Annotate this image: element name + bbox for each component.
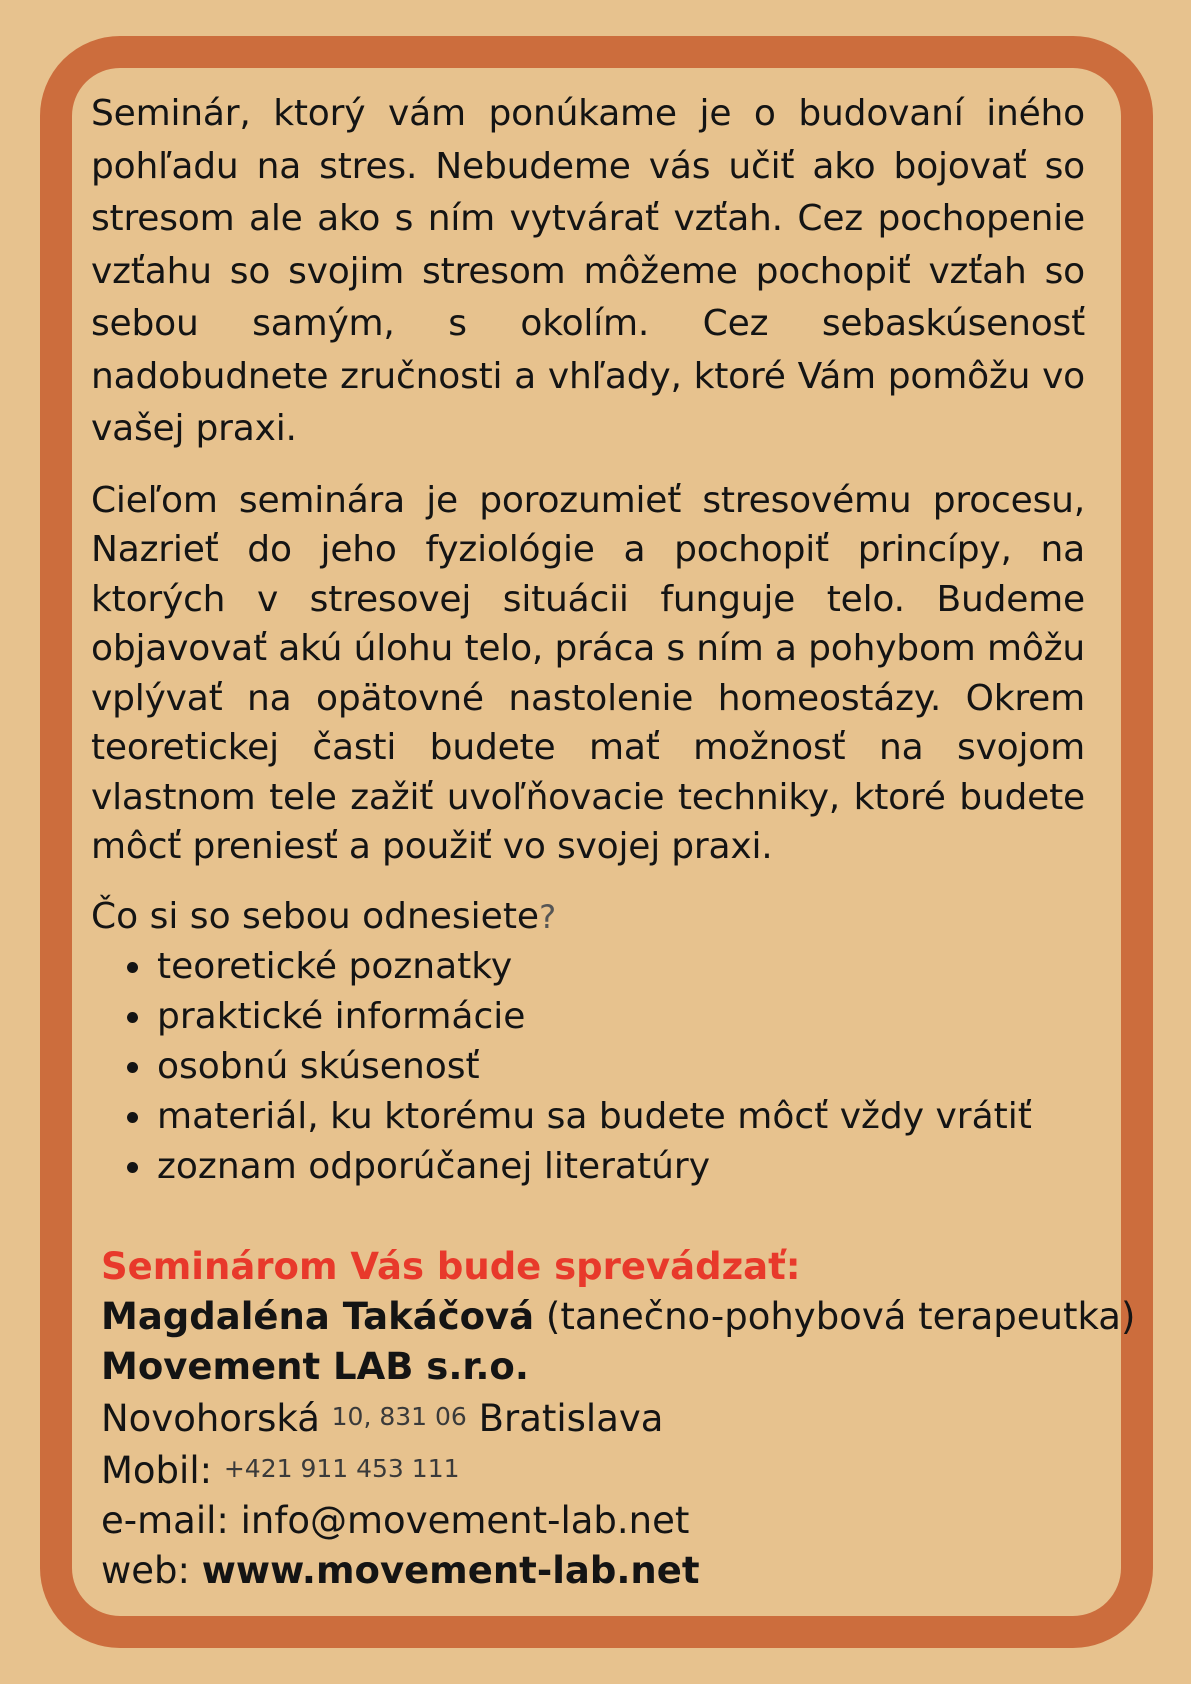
- presenter-name: Magdaléna Takáčová: [101, 1295, 535, 1338]
- email-label: e-mail:: [101, 1499, 229, 1542]
- presenter-role: (tanečno-pohybová terapeutka): [545, 1295, 1136, 1338]
- contact-intro: Seminárom Vás bude sprevádzať:: [101, 1245, 801, 1288]
- phone-label: Mobil:: [101, 1449, 213, 1492]
- web-link[interactable]: www.movement-lab.net: [201, 1549, 700, 1592]
- address-city: Bratislava: [478, 1397, 664, 1440]
- email-line: [101, 1496, 1085, 1546]
- main-content: [91, 88, 1085, 1192]
- company-name: Movement LAB s.r.o.: [101, 1345, 529, 1388]
- takeaways-heading-text: Čo si so sebou odnesiete: [91, 895, 540, 937]
- intro-paragraph-2: Cieľom seminára je porozumieť stresovému procesu, Nazrieť do jeho fyziológie a pochopiť princípy, na ktorých v stresovej situácii funguje telo. Budeme objavovať akú úlohu telo, práca s ním a pohybom môžu vplývať na opätovné nastolenie homeostázy. Okrem teoretickej časti budete mať možnosť na svojom vlastnom tele zažiť uvoľňovacie techniky, ktoré budete môcť preniesť a použiť vo svojej praxi.: [91, 479, 1085, 867]
- web-line: [101, 1546, 1085, 1596]
- address-street: Novohorská: [101, 1397, 320, 1440]
- list-item: • teoretické poznatky: [155, 942, 1085, 992]
- takeaways-heading: [91, 892, 1085, 942]
- web-label: web:: [101, 1549, 190, 1592]
- phone-line: [101, 1444, 1085, 1496]
- list-item: • osobnú skúsenosť: [155, 1042, 1085, 1092]
- list-item: • praktické informácie: [155, 992, 1085, 1042]
- address-number: 10, 831 06: [331, 1402, 467, 1431]
- takeaways-list: [91, 942, 1085, 1192]
- email-link[interactable]: info@movement-lab.net: [240, 1499, 690, 1542]
- list-item: • zoznam odporúčanej literatúry: [155, 1142, 1085, 1192]
- contact-block: [101, 1242, 1136, 1596]
- intro-paragraph-1: Seminár, ktorý vám ponúkame je o budovaní iného pohľadu na stres. Nebudeme vás učiť ako bojovať so stresom ale ako s ním vytvárať vzťah. Cez pochopenie vzťahu so svojim stresom môžeme pochopiť vzťah so sebou samým, s okolím. Cez sebaskúsenosť nadobudnete zručnosti a vhľady, ktoré Vám pomôžu vo vašej praxi.: [91, 93, 1085, 449]
- takeaways-heading-mark: ?: [539, 897, 557, 936]
- phone-number[interactable]: +421 911 453 111: [223, 1454, 460, 1483]
- address-line: [101, 1392, 1085, 1444]
- presenter-line: [101, 1292, 1136, 1342]
- list-item: • materiál, ku ktorému sa budete môcť vždy vrátiť: [155, 1092, 1085, 1142]
